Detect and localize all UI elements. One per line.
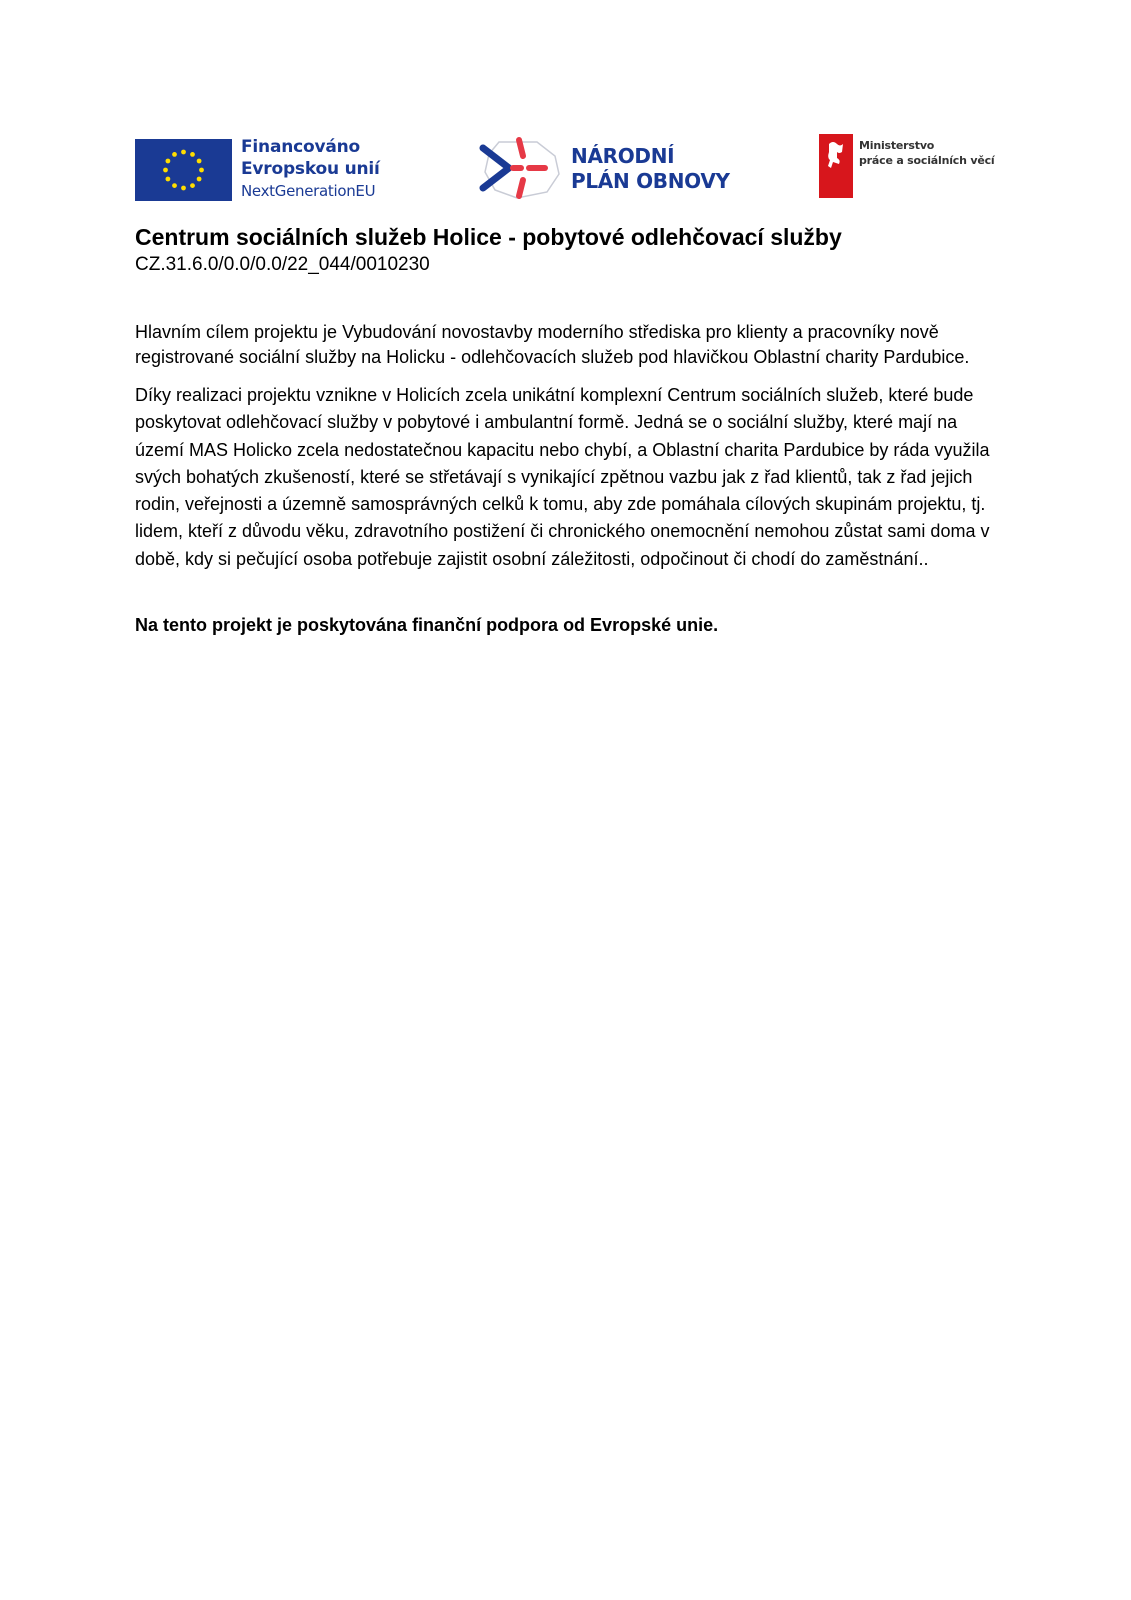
mpsv-logo-line2: práce a sociálních věcí: [859, 154, 995, 167]
npo-logo-line1: NÁRODNÍ: [571, 144, 675, 168]
eu-flag-icon: [135, 139, 232, 201]
npo-logo-text: [571, 144, 730, 194]
document-body: [135, 222, 995, 638]
mpsv-logo-text: [859, 138, 994, 168]
logo-header: [135, 134, 995, 206]
npo-logo-line2: PLÁN OBNOVY: [571, 169, 730, 193]
eu-logo-text: [241, 136, 380, 202]
funding-statement: Na tento projekt je poskytována finanční podpora od Evropské unie.: [135, 615, 719, 636]
project-code: CZ.31.6.0/0.0/0.0/22_044/0010230: [135, 254, 430, 275]
mpsv-logo-line1: Ministerstvo: [859, 139, 935, 152]
document-title: Centrum sociálních služeb Holice - pobytové odlehčovací služby: [135, 224, 842, 250]
eu-funding-logo: [135, 134, 395, 202]
mpsv-emblem-icon: [819, 134, 853, 198]
npo-logo: [477, 134, 747, 206]
eu-logo-line3: NextGenerationEU: [241, 182, 376, 200]
paragraph-description: Díky realizaci projektu vznikne v Holicích zcela unikátní komplexní Centrum sociálních služeb, které bude poskytovat odlehčovací služby v pobytové i ambulantní formě. Jedná se o sociální služby, které mají na území MAS Holicko zcela nedostatečnou kapacitu nebo chybí, a Oblastní charita Pardubice by ráda využila svých bohatých zkušeností, které se střetávají s vynikající zpětnou vazbu jak z řad klientů, tak z řad jejich rodin, veřejnosti a územně samosprávných celků k tomu, aby zde pomáhala cílových skupinám projektu, tj. lidem, kteří z důvodu věku, zdravotního postižení či chronického onemocnění nemohou zůstat sami doma v době, kdy si pečující osoba potřebuje zajistit osobní záležitosti, odpočinout či chodí do zaměstnání..: [135, 385, 990, 569]
npo-mark-icon: [477, 134, 567, 209]
paragraph-goal: Hlavním cílem projektu je Vybudování novostavby moderního střediska pro klienty a pracovníky nově registrované sociální služby na Holicku - odlehčovacích služeb pod hlavičkou Oblastní charity Pardubice.: [135, 322, 970, 367]
mpsv-logo: [819, 134, 999, 202]
eu-logo-line1: Financováno: [241, 137, 361, 157]
eu-logo-line2: Evropskou unií: [241, 159, 380, 179]
